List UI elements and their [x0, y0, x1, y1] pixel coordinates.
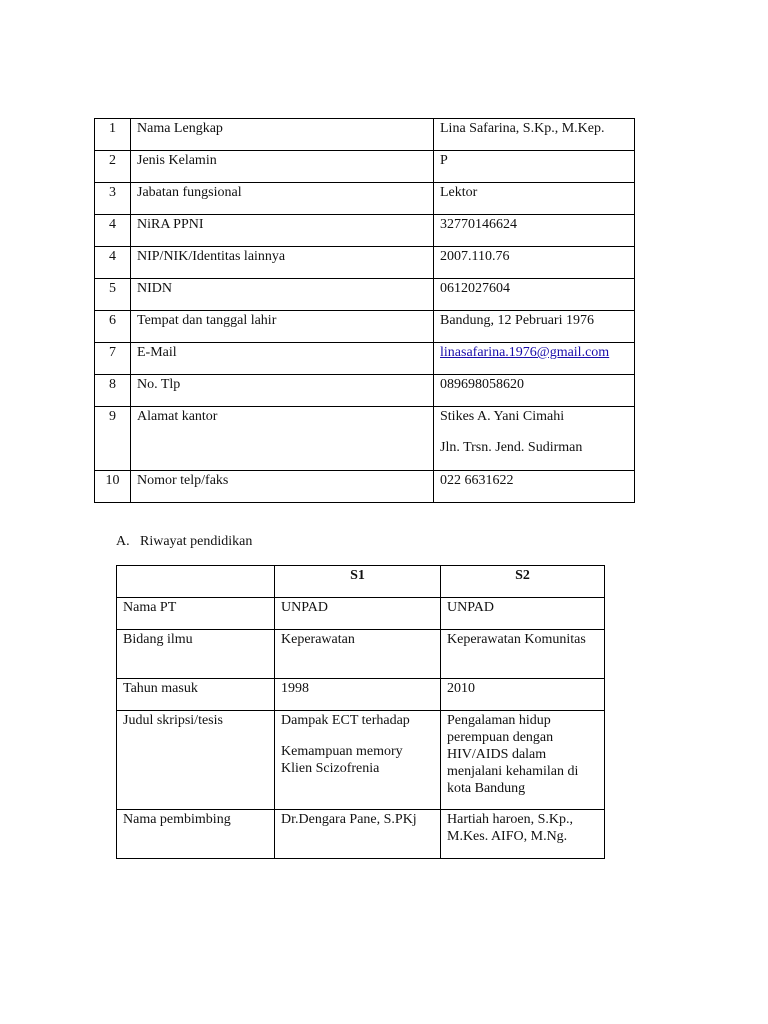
biodata-table: [94, 118, 635, 503]
s2-cell: Hartiah haroen, S.Kp., M.Kes. AIFO, M.Ng.: [441, 810, 605, 859]
section-marker: A.: [116, 534, 130, 549]
field-label: NIDN: [131, 279, 434, 311]
header-cell-s1: S1: [275, 566, 441, 598]
field-value: [434, 407, 635, 471]
field-label: Alamat kantor: [131, 407, 434, 471]
table-row: [95, 311, 635, 343]
table-row: [117, 630, 605, 679]
s1-cell: [275, 711, 441, 810]
address-line-1: Stikes A. Yani Cimahi: [440, 409, 565, 424]
header-cell-s2: S2: [441, 566, 605, 598]
table-header-row: [117, 566, 605, 598]
table-row: [95, 407, 635, 471]
s1-cell: UNPAD: [275, 598, 441, 630]
s1-cell: Keperawatan: [275, 630, 441, 679]
s2-cell: 2010: [441, 679, 605, 711]
thesis-title-line-1: Dampak ECT terhadap: [281, 713, 410, 728]
field-value: 089698058620: [434, 375, 635, 407]
address-line-2: Jln. Trsn. Jend. Sudirman: [440, 440, 583, 455]
field-value: 32770146624: [434, 215, 635, 247]
row-label: Bidang ilmu: [117, 630, 275, 679]
row-number: 5: [95, 279, 131, 311]
row-label: Nama pembimbing: [117, 810, 275, 859]
email-link[interactable]: linasafarina.1976@gmail.com: [440, 345, 610, 360]
education-table: [116, 565, 605, 859]
table-row: [95, 183, 635, 215]
field-label: NIP/NIK/Identitas lainnya: [131, 247, 434, 279]
row-number: 10: [95, 471, 131, 503]
field-value: Lina Safarina, S.Kp., M.Kep.: [434, 119, 635, 151]
s2-cell: Pengalaman hidup perempuan dengan HIV/AIDS dalam menjalani kehamilan di kota Bandung: [441, 711, 605, 810]
row-number: 3: [95, 183, 131, 215]
s2-cell: UNPAD: [441, 598, 605, 630]
section-title: Riwayat pendidikan: [140, 534, 253, 549]
field-label: Nomor telp/faks: [131, 471, 434, 503]
row-number: 4: [95, 215, 131, 247]
s1-cell: Dr.Dengara Pane, S.PKj: [275, 810, 441, 859]
row-number: 7: [95, 343, 131, 375]
field-label: E-Mail: [131, 343, 434, 375]
table-row: [95, 151, 635, 183]
field-label: Jabatan fungsional: [131, 183, 434, 215]
table-row: [95, 247, 635, 279]
row-label: Nama PT: [117, 598, 275, 630]
section-heading: [116, 534, 252, 550]
row-number: 1: [95, 119, 131, 151]
s1-cell: 1998: [275, 679, 441, 711]
table-row: [95, 375, 635, 407]
field-label: NiRA PPNI: [131, 215, 434, 247]
header-cell-empty: [117, 566, 275, 598]
table-row: [117, 711, 605, 810]
field-label: No. Tlp: [131, 375, 434, 407]
field-value: Bandung, 12 Pebruari 1976: [434, 311, 635, 343]
field-label: Tempat dan tanggal lahir: [131, 311, 434, 343]
table-row: [95, 215, 635, 247]
thesis-title-line-2: Kemampuan memory Klien Scizofrenia: [281, 744, 403, 776]
row-label: Tahun masuk: [117, 679, 275, 711]
row-number: 9: [95, 407, 131, 471]
row-number: 6: [95, 311, 131, 343]
table-row: [117, 598, 605, 630]
field-value: Lektor: [434, 183, 635, 215]
table-row: [117, 679, 605, 711]
row-number: 4: [95, 247, 131, 279]
field-value: [434, 343, 635, 375]
table-row: [117, 810, 605, 859]
field-value: 022 6631622: [434, 471, 635, 503]
row-label: Judul skripsi/tesis: [117, 711, 275, 810]
table-row: [95, 471, 635, 503]
field-label: Jenis Kelamin: [131, 151, 434, 183]
row-number: 2: [95, 151, 131, 183]
field-value: 0612027604: [434, 279, 635, 311]
s2-cell: Keperawatan Komunitas: [441, 630, 605, 679]
table-row: [95, 119, 635, 151]
field-label: Nama Lengkap: [131, 119, 434, 151]
table-row: [95, 279, 635, 311]
field-value: 2007.110.76: [434, 247, 635, 279]
row-number: 8: [95, 375, 131, 407]
table-row: [95, 343, 635, 375]
field-value: P: [434, 151, 635, 183]
